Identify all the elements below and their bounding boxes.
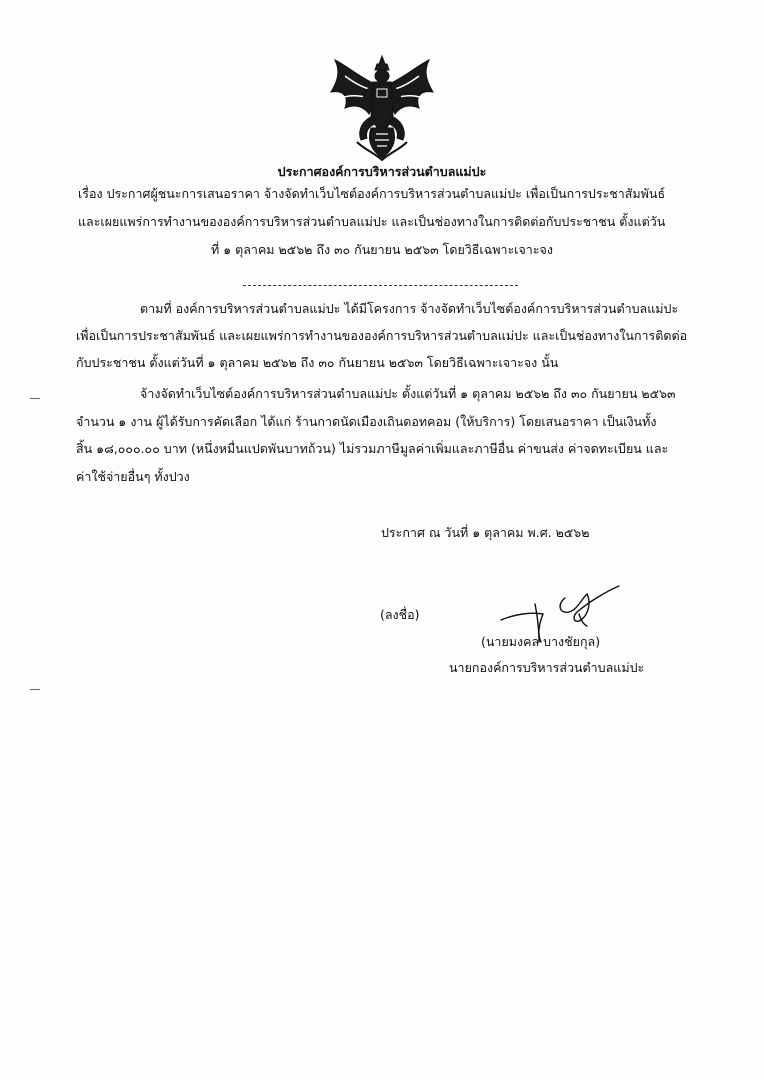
subject-line: ที่ ๑ ตุลาคม ๒๕๖๒ ถึง ๓๐ กันยายน ๒๕๖๓ โดยวิธีเฉพาะเจาะจง (211, 242, 553, 257)
body-paragraph-line: กับประชาชน ตั้งแต่วันที่ ๑ ตุลาคม ๒๕๖๒ ถึง ๓๐ กันยายน ๒๕๖๓ โดยวิธีเฉพาะเจาะจง นั้น (76, 355, 559, 370)
scan-mark (30, 398, 40, 399)
announcement-title: ประกาศองค์การบริหารส่วนตำบลแม่ปะ (277, 164, 487, 179)
body-paragraph-line: ค่าใช้จ่ายอื่นๆ ทั้งปวง (76, 469, 190, 484)
body-paragraph-line: จำนวน ๑ งาน ผู้ได้รับการคัดเลือก ได้แก่ ร้านกาดนัดเมืองเถินดอทคอม (ให้บริการ) โดยเสนอราคา เป็นเงินทั้ง (76, 414, 657, 429)
subject-line: และเผยแพร่การทำงานขององค์การบริหารส่วนตำบลแม่ปะ และเป็นช่องทางในการติดต่อกับประชาชน ตั้งแต่วัน (78, 214, 666, 229)
subject-line: เรื่อง ประกาศผู้ชนะการเสนอราคา จ้างจัดทำเว็บไซต์องค์การบริหารส่วนตำบลแม่ปะ เพื่อเป็นการประชาสัมพันธ์ (78, 186, 666, 201)
signer-title: นายกองค์การบริหารส่วนตำบลแม่ปะ (449, 660, 645, 675)
body-paragraph-line: จ้างจัดทำเว็บไซต์องค์การบริหารส่วนตำบลแม่ปะ ตั้งแต่วันที่ ๑ ตุลาคม ๒๕๖๒ ถึง ๓๐ กันยายน ๒๕๖๓ (140, 386, 676, 401)
signer-name: (นายมงคล บางชัยกุล) (481, 634, 601, 649)
signature-label: (ลงชื่อ) (380, 607, 420, 622)
announcement-date: ประกาศ ณ วันที่ ๑ ตุลาคม พ.ศ. ๒๕๖๒ (381, 525, 590, 540)
divider (243, 285, 518, 286)
scan-mark (30, 689, 40, 690)
body-paragraph-line: ตามที่ องค์การบริหารส่วนตำบลแม่ปะ ได้มีโครงการ จ้างจัดทำเว็บไซต์องค์การบริหารส่วนตำบลแม่ปะ (140, 301, 679, 316)
body-paragraph-line: สิ้น ๑๘,๐๐๐.๐๐ บาท (หนึ่งหมื่นแปดพันบาทถ้วน) ไม่รวมภาษีมูลค่าเพิ่มและภาษีอื่น ค่าขนส่ง ค่าจดทะเบียน และ (76, 441, 669, 456)
garuda-emblem-icon (327, 54, 437, 162)
body-paragraph-line: เพื่อเป็นการประชาสัมพันธ์ และเผยแพร่การทำงานขององค์การบริหารส่วนตำบลแม่ปะ และเป็นช่องทางในการติดต่อ (76, 328, 688, 343)
